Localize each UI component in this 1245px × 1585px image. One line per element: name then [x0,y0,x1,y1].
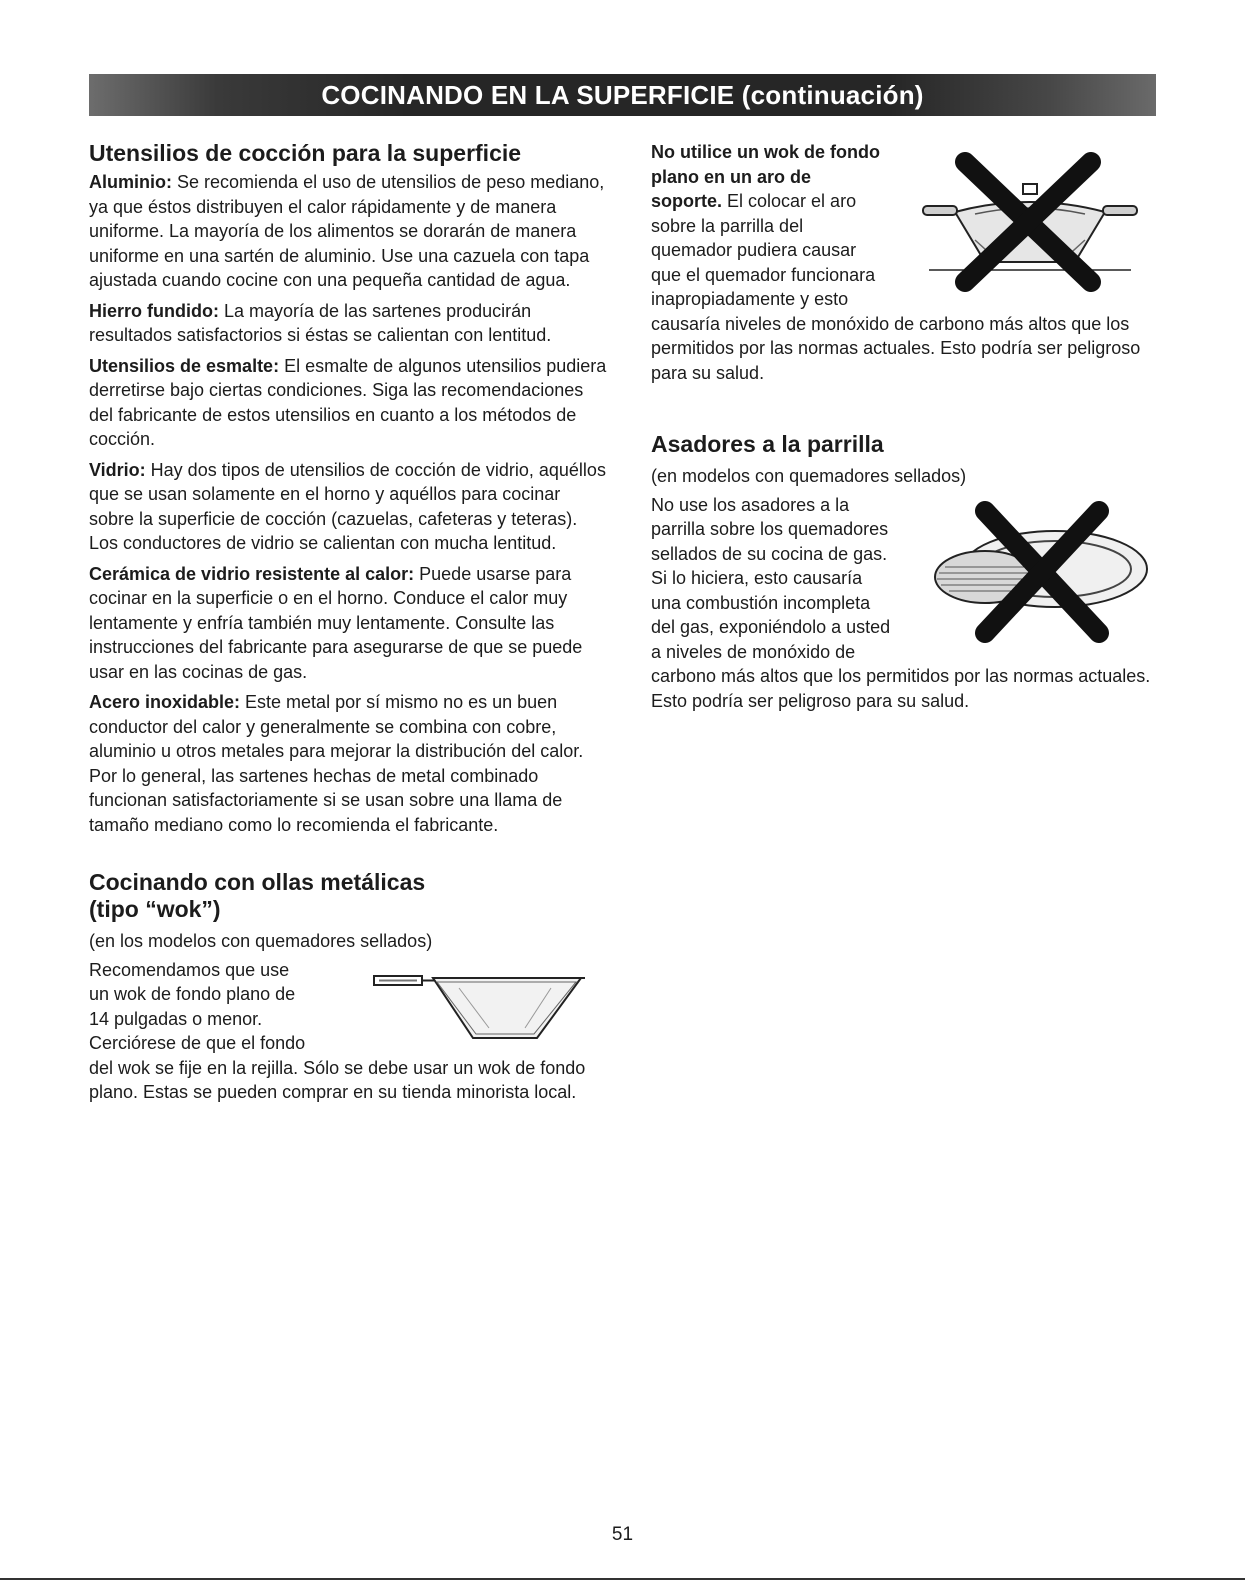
grills-text-line: una combustión incompleta [651,592,871,613]
grills-text-line: del gas, exponiéndolo a usted [651,617,891,637]
wok-ring-text-line: que el quemador funcionara [651,264,876,285]
wok-ring-text-line: sobre la parrilla del [651,215,804,236]
grills-text-rest: carbono más altos que los permitidos por las normas actuales. Esto podría ser peligroso para su salud. [651,666,1151,711]
wok-ring-warning-line: soporte. El colocar el aro [651,191,857,211]
grills-heading: Asadores a la parrilla [651,431,884,457]
section-banner [89,74,1156,116]
utensil-ceramic-glass: Cerámica de vidrio resistente al calor: Puede usarse para cocinar en la superficie o en el horno. Conduce el calor muy lentamente y enfría también muy lentamente. Consulte las instrucciones del fabricante para asegurarse de que se puede usar en las cocinas de gas. [89,563,583,682]
utensil-enamel: Utensilios de esmalte: El esmalte de algunos utensilios pudiera derretirse bajo ciertas condiciones. Siga las recomendaciones del fabricante de estos utensilios en cuanto a los métodos de cocción. [89,355,607,449]
wok-subtitle: (en los modelos con quemadores sellados) [89,931,433,951]
wok-ring-section [651,140,1161,312]
utensil-stainless-steel: Acero inoxidable: Este metal por sí mismo no es un buen conductor del calor y generalmente se combina con cobre, aluminio u otros metales para mejorar la distribución del calor. Por lo general, las sartenes hechas de metal combinado funcionan satisfactoriamente si se usan sobre una llama de tamaño mediano como lo recomienda el fabricante. [89,692,584,835]
wok-text-line: Recomendamos que use [89,959,290,980]
utensil-aluminum: Aluminio: Se recomienda el uso de utensilios de peso mediano, ya que éstos distribuyen el calor rápidamente y de manera uniforme. La mayoría de los alimentos se dorarán de manera uniforme en una sartén de aluminio. Use una cazuela con tapa ajustada cuando cocine con una pequeña cantidad de agua. [89,172,605,290]
wok-ring-text-line: quemador pudiera causar [651,240,857,260]
wok-heading: Cocinando con ollas metálicas (tipo “wok”) [89,869,426,922]
wok-ring-warning-line: No utilice un wok de fondo [651,142,880,162]
utensils-list [89,170,609,837]
utensil-cast-iron: Hierro fundido: La mayoría de las sartenes producirán resultados satisfactorios si éstas se calientan con lentitud. [89,300,552,345]
grills-section [651,431,1161,713]
wok-ring-warning-line: plano en un aro de [651,166,812,187]
grills-text-line: sellados de su cocina de gas. [651,543,888,564]
bottom-rule [0,1578,1245,1580]
wok-text-rest: del wok se fije en la rejilla. Sólo se debe usar un wok de fondo plano. Estas se pueden comprar en su tienda minorista local. [89,1057,586,1102]
grills-text-line: parrilla sobre los quemadores [651,519,889,539]
grills-subtitle: (en modelos con quemadores sellados) [651,466,967,486]
grills-text-line: Si lo hiciera, esto causaría [651,568,863,588]
right-column [651,140,1161,713]
grills-text-line: a niveles de monóxido de [651,641,856,662]
wok-ring-text-rest: causaría niveles de monóxido de carbono más altos que los permitidos por las normas actuales. Esto podría ser peligroso para su salud. [651,313,1141,383]
left-column [89,140,609,1105]
wok-on-ring-crossed-out-icon [915,152,1145,292]
wok-text-line: un wok de fondo plano de [89,984,296,1004]
flat-bottom-wok-illustration [371,966,591,1046]
utensils-heading: Utensilios de cocción para la superficie [89,140,522,166]
page-number: 51 [611,1524,634,1545]
grills-text-line: No use los asadores a la [651,494,850,515]
utensil-glass: Vidrio: Hay dos tipos de utensilios de cocción de vidrio, aquéllos que se usan solamente en el horno y aquéllos para cocinar sobre la superficie de cocción (cazuelas, cafeteras y teteras). Los conductores de vidrio se calientan con mucha lentitud. [89,459,606,553]
wok-section [89,869,609,1105]
grill-on-burner-crossed-out-icon [923,497,1155,647]
banner-title: COCINANDO EN LA SUPERFICIE (continuación) [321,79,924,110]
wok-text-line: 14 pulgadas o menor. [89,1008,263,1029]
wok-text-line: Cerciórese de que el fondo [89,1033,306,1053]
wok-ring-text-line: inapropiadamente y esto [651,289,849,309]
